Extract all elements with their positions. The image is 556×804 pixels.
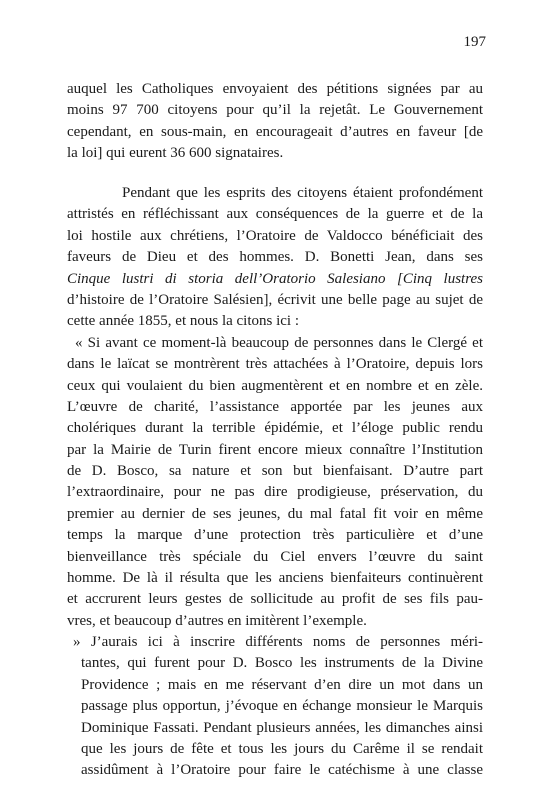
paragraph-fassati	[67, 632, 483, 782]
quote-line: vres, et beaucoup d’autres en imitèrent l’exemple.	[67, 612, 367, 629]
text-line: cette année 1855, et nous la citons ici :	[67, 313, 300, 330]
quote-line: « Si avant ce moment-là beaucoup de personnes dans le Clergé et	[75, 334, 483, 351]
text-line: Pendant que les esprits des citoyens étaient profondément	[122, 185, 483, 201]
quote-line: ceux qui voulaient du bien augmentèrent et en nombre et en zèle.	[67, 377, 483, 394]
quote-line: et accrurent leurs gestes de sollicitude au profit de ses fils pau-	[67, 591, 483, 608]
text-line: moins 97 700 citoyens pour qu’il la rejetât. Le Gouvernement	[67, 102, 483, 119]
text-line: faveurs de Dieu et des hommes. D. Bonetti Jean, dans ses	[67, 249, 483, 266]
text-line: la loi] qui eurent 36 600 signataires.	[67, 145, 284, 162]
quote-line: homme. De là il résulta que les anciens bienfaiteurs continuèrent	[67, 570, 483, 587]
quote-line: Providence ; mais en me réservant d’en dire un mot dans un	[81, 676, 483, 693]
quote-line: tantes, qui furent pour D. Bosco les instruments de la Divine	[81, 655, 483, 672]
page-number: 197	[463, 34, 486, 50]
quote-line: bienveillance très spéciale du Ciel envers l’œuvre du saint	[67, 548, 483, 565]
paragraph-valdocco	[67, 183, 483, 632]
quote-line: de D. Bosco, sa nature et son but bienfaisant. D’autre part	[67, 463, 483, 480]
paragraph-continuation	[67, 79, 483, 165]
quote-line: temps la marque d’une protection très particulière et d’une	[67, 527, 483, 544]
quote-line: passage plus opportun, j’évoque en échange monsieur le Marquis	[81, 698, 483, 715]
quote-line: assidûment à l’Oratoire pour faire le catéchisme à une classe	[81, 762, 483, 779]
quote-line: Dominique Fassati. Pendant plusieurs années, les dimanches ainsi	[81, 719, 483, 736]
text-line: d’histoire de l’Oratoire Salésien], écrivit une belle page au sujet de	[67, 291, 483, 308]
quote-line: que les jours de fête et tous les jours du Carême il se rendait	[81, 740, 483, 757]
text-line: auquel les Catholiques envoyaient des pétitions signées par au	[67, 81, 483, 97]
quote-line: dans le laïcat se montrèrent très attachées à l’Oratoire, depuis lors	[67, 356, 483, 373]
quote-line: L’œuvre de charité, l’assistance apportée par les jeunes aux	[67, 398, 483, 415]
text-line: cependant, en sous-main, en encourageait d’autres en faveur [de	[67, 123, 483, 140]
quote-line: » J’aurais ici à inscrire différents noms de personnes méri-	[73, 634, 483, 650]
quote-line: par la Mairie de Turin firent encore mieux connaître l’Institution	[67, 441, 483, 458]
quote-line: cholériques durant la terrible épidémie, et l’éloge public rendu	[67, 420, 483, 437]
text-line: attristés en réfléchissant aux conséquences de la guerre et de la	[67, 206, 483, 223]
book-title-line: Cinque lustri di storia dell’Oratorio Salesiano [Cinq lustres	[67, 270, 483, 287]
quote-line: l’extraordinaire, pour ne pas dire prodigieuse, préservation, du	[67, 484, 483, 501]
text-line: loi hostile aux chrétiens, l’Oratoire de Valdocco bénéficiait des	[67, 227, 483, 244]
quote-line: premier au dernier de ses jeunes, du mal fatal fit voir en même	[67, 505, 483, 522]
